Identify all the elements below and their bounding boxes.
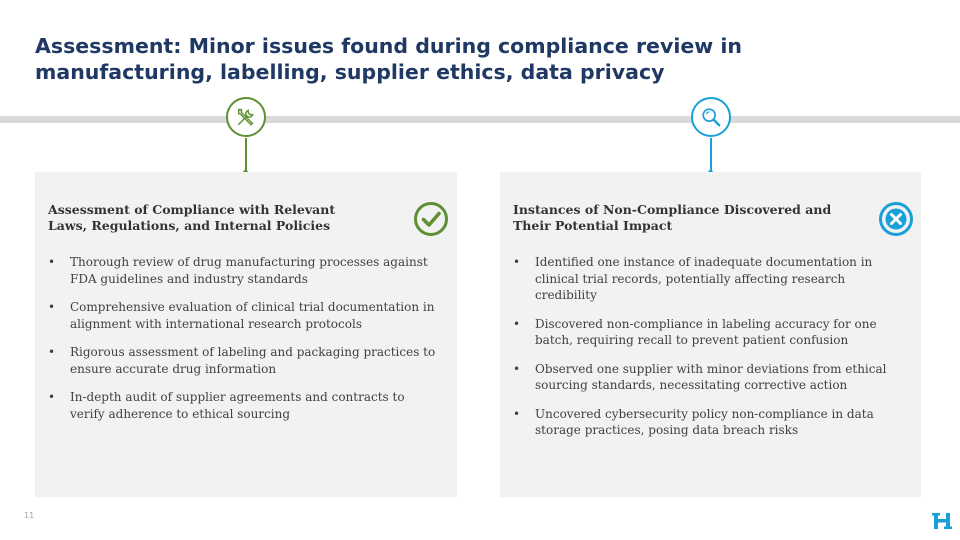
panel-heading: Assessment of Compliance with Relevant Laws, Regulations, and Internal Policies [48, 202, 336, 233]
list-item: • Discovered non-compliance in labeling accuracy for one batch, requiring recall to prevent patient confusion [513, 316, 908, 349]
check-circle-icon [413, 201, 449, 237]
list-item: • Comprehensive evaluation of clinical trial documentation in alignment with international research protocols [48, 299, 443, 332]
list-item: • Observed one supplier with minor deviations from ethical sourcing standards, necessitating corrective action [513, 361, 908, 394]
list-item: • In-depth audit of supplier agreements and contracts to verify adherence to ethical sourcing [48, 389, 443, 422]
magnifier-icon [700, 106, 722, 128]
list-item: • Uncovered cybersecurity policy non-compliance in data storage practices, posing data breach risks [513, 406, 908, 439]
list-item: • Identified one instance of inadequate documentation in clinical trial records, potentially affecting research credibility [513, 254, 908, 304]
left-icon-circle [226, 97, 266, 137]
timeline-divider [0, 116, 960, 123]
right-connector-line [710, 138, 712, 172]
left-connector-line [245, 138, 247, 172]
panel-heading: Instances of Non-Compliance Discovered and Their Potential Impact [513, 202, 832, 233]
page-title: Assessment: Minor issues found during compliance review in manufacturing, labelling, supplier ethics, data privacy [35, 34, 742, 84]
compliance-assessment-panel [35, 172, 457, 497]
x-circle-icon [878, 201, 914, 237]
tools-icon [235, 106, 257, 128]
list-item: • Rigorous assessment of labeling and packaging practices to ensure accurate drug information [48, 344, 443, 377]
list-item: • Thorough review of drug manufacturing processes against FDA guidelines and industry standards [48, 254, 443, 287]
page-number: 11 [24, 511, 35, 520]
brand-logo-icon [932, 511, 952, 531]
right-icon-circle [691, 97, 731, 137]
non-compliance-panel [500, 172, 921, 497]
bullet-list [513, 254, 908, 451]
bullet-list [48, 254, 443, 434]
